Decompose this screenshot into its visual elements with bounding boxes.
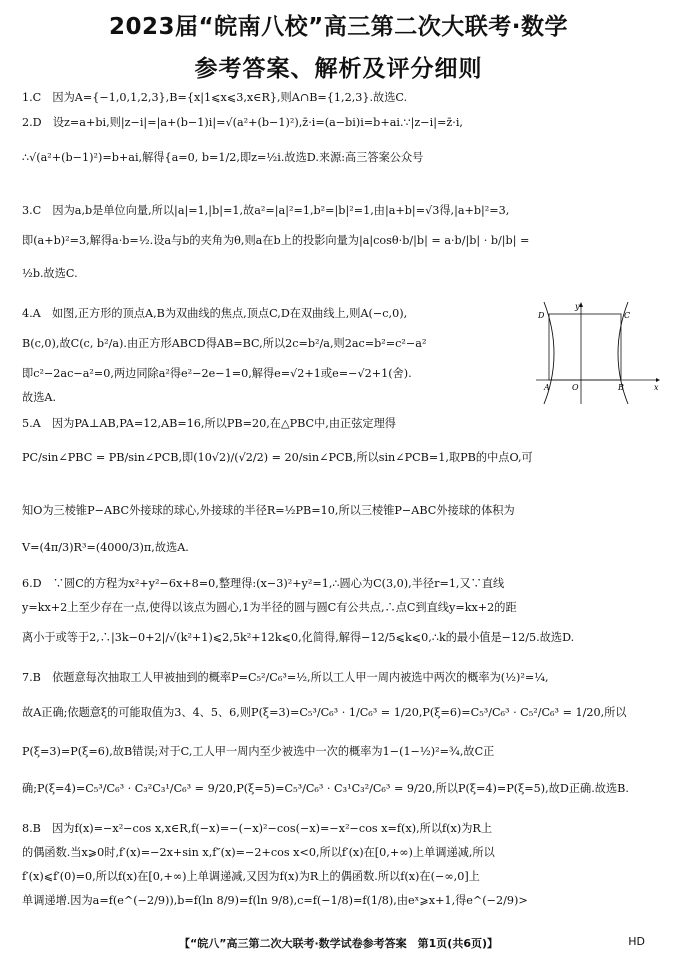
- answer-line: 4.A 如图,正方形的顶点A,B为双曲线的焦点,顶点C,D在双曲线上,则A(−c,0),: [22, 307, 408, 320]
- answer-line: 5.A 因为PA⊥AB,PA=12,AB=16,所以PB=20,在△PBC中,由正弦定理得: [22, 417, 396, 430]
- answer-line: 知O为三棱锥P−ABC外接球的球心,外接球的半径R=½PB=10,所以三棱锥P−ABC外接球的体积为: [22, 504, 515, 517]
- answer-line: 离小于或等于2,∴|3k−0+2|/√(k²+1)⩽2,5k²+12k⩽0,化简得,解得−12/5⩽k⩽0,∴k的最小值是−12/5.故选D.: [22, 631, 575, 644]
- answer-line: 6.D ∵圆C的方程为x²+y²−6x+8=0,整理得:(x−3)²+y²=1,∴圆心为C(3,0),半径r=1,又∵直线: [22, 577, 505, 590]
- answer-line: P(ξ=3)=P(ξ=6),故B错误;对于C,工人甲一周内至少被选中一次的概率为1−(1−½)²=¾,故C正: [22, 745, 495, 758]
- square-abcd: [549, 314, 621, 380]
- answer-line: B(c,0),故C(c, b²/a).由正方形ABCD得AB=BC,所以2c=b²/a,则2ac=b²=c²−a²: [22, 337, 427, 350]
- answer-line: 故选A.: [22, 391, 57, 404]
- hyperbola-figure: [536, 300, 662, 406]
- label-y: y: [575, 302, 580, 311]
- answer-line: 故A正确;依题意ξ的可能取值为3、4、5、6,则P(ξ=3)=C₅³/C₆³ · 1/C₆³ = 1/20,P(ξ=6)=C₅³/C₆³ · C₅²/C₆³ = 1/20,所以: [22, 706, 627, 719]
- answer-line: 的偶函数.当x⩾0时,f′(x)=−2x+sin x,f″(x)=−2+cos x<0,所以f′(x)在[0,+∞)上单调递减,所以: [22, 846, 495, 859]
- footer-code: HD: [628, 935, 645, 948]
- label-b: B: [618, 383, 624, 392]
- answer-line: V=(4π/3)R³=(4000/3)π,故选A.: [22, 541, 189, 554]
- answer-line: PC/sin∠PBC = PB/sin∠PCB,即(10√2)/(√2/2) = 20/sin∠PCB,所以sin∠PCB=1,取PB的中点O,可: [22, 451, 533, 464]
- answer-line: f′(x)⩽f′(0)=0,所以f(x)在[0,+∞)上单调递减,又因为f(x)为R上的偶函数.所以f(x)在(−∞,0]上: [22, 870, 480, 883]
- label-a: A: [544, 383, 550, 392]
- answer-line: 即c²−2ac−a²=0,两边同除a²得e²−2e−1=0,解得e=√2+1或e=−√2+1(舍).: [22, 367, 412, 380]
- answer-line: 7.B 依题意每次抽取工人甲被抽到的概率P=C₅²/C₆³=½,所以工人甲一周内被选中两次的概率为(½)²=¼,: [22, 671, 549, 684]
- answer-line: 即(a+b)²=3,解得a·b=½.设a与b的夹角为θ,则a在b上的投影向量为|a|cosθ·b/|b| = a·b/|b| · b/|b| =: [22, 234, 530, 247]
- answer-line: 确;P(ξ=4)=C₅³/C₆³ · C₃²C₃¹/C₆³ = 9/20,P(ξ=5)=C₅³/C₆³ · C₃¹C₃²/C₆³ = 9/20,所以P(ξ=4)=P(ξ=5),故D正确.故选B.: [22, 782, 629, 795]
- page-title: 2023届“皖南八校”高三第二次大联考·数学: [109, 14, 568, 40]
- label-x: x: [654, 383, 659, 392]
- y-axis-arrow: [579, 302, 583, 307]
- answer-line: ∴√(a²+(b−1)²)=b+ai,解得{a=0, b=1/2,即z=½i.故选D.来源:高三答案公众号: [22, 151, 424, 164]
- answer-line: 8.B 因为f(x)=−x²−cos x,x∈R,f(−x)=−(−x)²−cos(−x)=−x²−cos x=f(x),所以f(x)为R上: [22, 822, 493, 835]
- page-subtitle: 参考答案、解析及评分细则: [194, 56, 483, 82]
- label-o: O: [572, 383, 579, 392]
- x-axis-arrow: [656, 378, 660, 382]
- answer-line: 2.D 设z=a+bi,则|z−i|=|a+(b−1)i|=√(a²+(b−1)²),z̄·i=(a−bi)i=b+ai.∵|z−i|=z̄·i,: [22, 116, 463, 129]
- answer-line: y=kx+2上至少存在一点,使得以该点为圆心,1为半径的圆与圆C有公共点,∴点C到直线y=kx+2的距: [22, 601, 517, 614]
- label-d: D: [538, 311, 545, 320]
- label-c: C: [624, 311, 631, 320]
- answer-line: 单调递增.因为a=f(e^(−2/9)),b=f(ln 8/9)=f(ln 9/8),c=f(−1/8)=f(1/8),由eˣ⩾x+1,得e^(−2/9)>: [22, 894, 528, 907]
- answer-line: ½b.故选C.: [22, 267, 78, 280]
- page-footer: 【“皖八”高三第二次大联考·数学试卷参考答案 第1页(共6页)】: [179, 937, 498, 950]
- answer-line: 1.C 因为A={−1,0,1,2,3},B={x|1⩽x⩽3,x∈R},则A∩B={1,2,3}.故选C.: [22, 91, 408, 104]
- answer-line: 3.C 因为a,b是单位向量,所以|a|=1,|b|=1,故a²=|a|²=1,b²=|b|²=1,由|a+b|=√3得,|a+b|²=3,: [22, 204, 510, 217]
